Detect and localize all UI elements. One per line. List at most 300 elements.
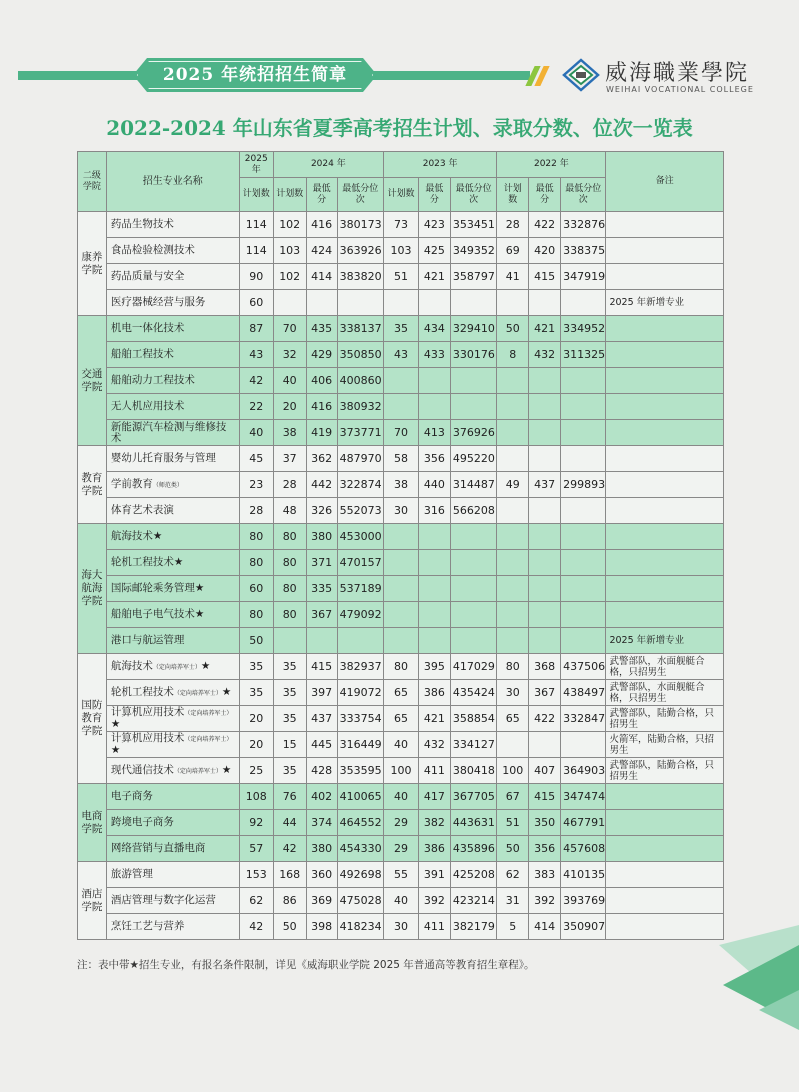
cell-r22: 393769 — [561, 888, 606, 914]
cell-s24: 374 — [306, 810, 337, 836]
cell-s23: 434 — [418, 316, 450, 342]
table-row — [78, 862, 724, 888]
cell-s22: 414 — [529, 914, 561, 940]
cell-p25: 43 — [239, 342, 273, 368]
note-cell: 武警部队，陆勤合格，只招男生 — [606, 758, 724, 784]
major-name — [106, 732, 239, 758]
cell-p25: 35 — [239, 680, 273, 706]
major-name — [106, 212, 239, 238]
cell-p23: 65 — [383, 680, 418, 706]
major-name — [106, 784, 239, 810]
table-row — [78, 576, 724, 602]
table-row — [78, 914, 724, 940]
cell-s23 — [418, 628, 450, 654]
table-row — [78, 212, 724, 238]
cell-r23: 382179 — [450, 914, 496, 940]
table-row — [78, 680, 724, 706]
college-logo-icon — [562, 58, 600, 92]
major-name — [106, 394, 239, 420]
cell-s24: 415 — [306, 654, 337, 680]
major-name — [106, 654, 239, 680]
cell-p24: 102 — [273, 212, 306, 238]
major-label: 烹饪工艺与营养 — [110, 920, 185, 932]
cell-r22: 410135 — [561, 862, 606, 888]
college-cell: 国防教育学院 — [78, 654, 107, 784]
cell-s24: 380 — [306, 836, 337, 862]
cell-s23 — [418, 524, 450, 550]
cell-p23: 40 — [383, 732, 418, 758]
major-label: 港口与航运管理 — [110, 634, 185, 646]
table-row — [78, 316, 724, 342]
note-cell — [606, 420, 724, 446]
cell-r24: 316449 — [337, 732, 383, 758]
major-label: 新能源汽车检测与维修技术 — [110, 420, 227, 444]
cell-s22: 422 — [529, 212, 561, 238]
table-row — [78, 524, 724, 550]
cell-r23: 367705 — [450, 784, 496, 810]
cell-r23: 329410 — [450, 316, 496, 342]
major-label: 网络营销与直播电商 — [110, 842, 206, 854]
major-label: 体育艺术表演 — [110, 504, 174, 516]
cell-p24: 80 — [273, 524, 306, 550]
cell-r22: 332847 — [561, 706, 606, 732]
cell-s22: 421 — [529, 316, 561, 342]
major-label: 轮机工程技术★ — [110, 556, 184, 568]
cell-p25: 60 — [239, 576, 273, 602]
cell-r23: 334127 — [450, 732, 496, 758]
restriction-star: ★ — [200, 659, 211, 672]
cell-p24: 42 — [273, 836, 306, 862]
cell-p23 — [383, 290, 418, 316]
cell-s22 — [529, 524, 561, 550]
cell-s23: 421 — [418, 706, 450, 732]
cell-s23 — [418, 550, 450, 576]
cell-r24: 479092 — [337, 602, 383, 628]
cell-r24: 470157 — [337, 550, 383, 576]
table-row — [78, 836, 724, 862]
header-plan: 计划数 — [273, 178, 306, 212]
note-cell — [606, 238, 724, 264]
cell-s24: 414 — [306, 264, 337, 290]
table-row — [78, 472, 724, 498]
cell-p24: 102 — [273, 264, 306, 290]
cell-p22: 31 — [497, 888, 529, 914]
cell-p25: 87 — [239, 316, 273, 342]
cell-s24: 445 — [306, 732, 337, 758]
cell-p24: 35 — [273, 654, 306, 680]
cell-p25: 35 — [239, 654, 273, 680]
header-row-years — [78, 152, 724, 178]
cell-r23: 566208 — [450, 498, 496, 524]
note-cell — [606, 550, 724, 576]
cell-p22: 51 — [497, 810, 529, 836]
cell-r23: 380418 — [450, 758, 496, 784]
header-plan: 计划数 — [497, 178, 529, 212]
cell-r24: 464552 — [337, 810, 383, 836]
cell-r22: 311325 — [561, 342, 606, 368]
cell-p22 — [497, 602, 529, 628]
cell-p23 — [383, 394, 418, 420]
note-cell — [606, 342, 724, 368]
cell-r24: 552073 — [337, 498, 383, 524]
table-row — [78, 264, 724, 290]
table-row — [78, 732, 724, 758]
cell-r22: 299893 — [561, 472, 606, 498]
table-row — [78, 706, 724, 732]
cell-r24: 400860 — [337, 368, 383, 394]
cell-s22: 367 — [529, 680, 561, 706]
cell-s24 — [306, 628, 337, 654]
major-label: 国际邮轮乘务管理★ — [110, 582, 205, 594]
major-name — [106, 862, 239, 888]
major-label: 计算机应用技术 — [110, 732, 185, 744]
cell-p24: 35 — [273, 706, 306, 732]
cell-p22: 30 — [497, 680, 529, 706]
table-row — [78, 654, 724, 680]
major-name — [106, 238, 239, 264]
cell-p23: 103 — [383, 238, 418, 264]
cell-r23 — [450, 394, 496, 420]
cell-p24: 32 — [273, 342, 306, 368]
cell-p23: 43 — [383, 342, 418, 368]
cell-r24: 475028 — [337, 888, 383, 914]
cell-s24 — [306, 290, 337, 316]
cell-p25: 28 — [239, 498, 273, 524]
cell-p25: 153 — [239, 862, 273, 888]
note-cell — [606, 264, 724, 290]
major-name — [106, 836, 239, 862]
logo-cn: 威海職業學院 — [605, 61, 750, 86]
cell-r22 — [561, 602, 606, 628]
cell-r23: 443631 — [450, 810, 496, 836]
cell-r22 — [561, 732, 606, 758]
cell-p23: 51 — [383, 264, 418, 290]
header-major: 招生专业名称 — [106, 152, 239, 212]
cell-r22 — [561, 446, 606, 472]
cell-r23: 358797 — [450, 264, 496, 290]
cell-s24: 362 — [306, 446, 337, 472]
college-cell: 交通学院 — [78, 316, 107, 446]
cell-p24: 28 — [273, 472, 306, 498]
cell-s23: 382 — [418, 810, 450, 836]
cell-s23: 411 — [418, 758, 450, 784]
cell-p25: 62 — [239, 888, 273, 914]
note-cell — [606, 836, 724, 862]
note-cell: 武警部队，水面舰艇合格，只招男生 — [606, 654, 724, 680]
cell-r24: 353595 — [337, 758, 383, 784]
cell-r24: 454330 — [337, 836, 383, 862]
cell-p23: 40 — [383, 784, 418, 810]
header-min: 最低分 — [529, 178, 561, 212]
cell-p23: 35 — [383, 316, 418, 342]
cell-r22 — [561, 498, 606, 524]
cell-s22 — [529, 732, 561, 758]
cell-p23: 30 — [383, 498, 418, 524]
cell-s22 — [529, 550, 561, 576]
cell-p25: 22 — [239, 394, 273, 420]
college-cell: 电商学院 — [78, 784, 107, 862]
cell-s23 — [418, 602, 450, 628]
cell-r22 — [561, 524, 606, 550]
table-row — [78, 498, 724, 524]
college-cell: 康养学院 — [78, 212, 107, 316]
cell-p24 — [273, 290, 306, 316]
cell-r22: 347474 — [561, 784, 606, 810]
cell-p24: 70 — [273, 316, 306, 342]
cell-s23: 421 — [418, 264, 450, 290]
major-label: 学前教育 — [110, 477, 153, 490]
cell-p22: 69 — [497, 238, 529, 264]
cell-r24: 453000 — [337, 524, 383, 550]
cell-s22 — [529, 628, 561, 654]
cell-r22 — [561, 368, 606, 394]
restriction-star: ★ — [221, 763, 232, 776]
cell-s24: 369 — [306, 888, 337, 914]
table-row — [78, 758, 724, 784]
cell-s24: 397 — [306, 680, 337, 706]
cell-r24: 333754 — [337, 706, 383, 732]
note-cell — [606, 862, 724, 888]
cell-r22: 338375 — [561, 238, 606, 264]
cell-s24: 360 — [306, 862, 337, 888]
major-label: 现代通信技术 — [110, 763, 174, 776]
note-cell — [606, 368, 724, 394]
cell-s23: 433 — [418, 342, 450, 368]
cell-p22: 62 — [497, 862, 529, 888]
major-label: 无人机应用技术 — [110, 400, 185, 412]
banner-title: 2025 年统招招生简章 — [162, 65, 348, 85]
major-label: 婴幼儿托育服务与管理 — [110, 452, 216, 464]
major-label: 航海技术 — [110, 659, 153, 672]
cell-p22 — [497, 446, 529, 472]
cell-r23: 423214 — [450, 888, 496, 914]
cell-s22: 422 — [529, 706, 561, 732]
cell-r23 — [450, 628, 496, 654]
table-row — [78, 420, 724, 446]
cell-s22 — [529, 446, 561, 472]
major-name — [106, 498, 239, 524]
cell-r24 — [337, 290, 383, 316]
major-name — [106, 472, 239, 498]
restriction-star: ★ — [110, 718, 121, 730]
cell-p25: 50 — [239, 628, 273, 654]
cell-p24: 168 — [273, 862, 306, 888]
major-name — [106, 706, 239, 732]
major-name — [106, 680, 239, 706]
header-2022: 2022 年 — [497, 152, 606, 178]
header-min: 最低分 — [418, 178, 450, 212]
header-rank: 最低分位次 — [450, 178, 496, 212]
major-name — [106, 576, 239, 602]
cell-p22 — [497, 732, 529, 758]
cell-r22: 467791 — [561, 810, 606, 836]
major-name — [106, 446, 239, 472]
cell-p23: 38 — [383, 472, 418, 498]
cell-p23: 40 — [383, 888, 418, 914]
header-2023: 2023 年 — [383, 152, 496, 178]
cell-s24: 380 — [306, 524, 337, 550]
cell-p24: 50 — [273, 914, 306, 940]
cell-r22: 364903 — [561, 758, 606, 784]
note-cell — [606, 472, 724, 498]
cell-p23: 29 — [383, 836, 418, 862]
cell-r24: 350850 — [337, 342, 383, 368]
cell-r24: 363926 — [337, 238, 383, 264]
cell-r23: 376926 — [450, 420, 496, 446]
cell-r23: 425208 — [450, 862, 496, 888]
cell-p24: 48 — [273, 498, 306, 524]
cell-p24: 80 — [273, 550, 306, 576]
cell-p24: 35 — [273, 680, 306, 706]
note-cell — [606, 914, 724, 940]
cell-p22 — [497, 576, 529, 602]
cell-s23: 395 — [418, 654, 450, 680]
cell-p22 — [497, 524, 529, 550]
major-label: 电子商务 — [110, 790, 153, 802]
footnote: 注：表中带★招生专业，有报名条件限制，详见《威海职业学院 2025 年普通高等教育招生章程》。 — [77, 959, 535, 971]
major-name — [106, 758, 239, 784]
note-cell — [606, 888, 724, 914]
major-label: 食品检验检测技术 — [110, 244, 195, 256]
cell-p25: 20 — [239, 706, 273, 732]
note-cell — [606, 576, 724, 602]
cell-p22 — [497, 498, 529, 524]
restriction-star: ★ — [221, 685, 232, 698]
cell-s23 — [418, 290, 450, 316]
cell-r22: 334952 — [561, 316, 606, 342]
major-name — [106, 550, 239, 576]
table-row — [78, 342, 724, 368]
cell-s24: 416 — [306, 212, 337, 238]
cell-p23: 55 — [383, 862, 418, 888]
cell-s23: 411 — [418, 914, 450, 940]
major-name — [106, 914, 239, 940]
cell-p22 — [497, 368, 529, 394]
cell-r22: 438497 — [561, 680, 606, 706]
table-row — [78, 238, 724, 264]
cell-p24: 44 — [273, 810, 306, 836]
header-rank: 最低分位次 — [337, 178, 383, 212]
major-name — [106, 316, 239, 342]
cell-p25: 114 — [239, 212, 273, 238]
cell-s22: 415 — [529, 784, 561, 810]
cell-r23: 358854 — [450, 706, 496, 732]
cell-r22 — [561, 420, 606, 446]
cell-p23 — [383, 628, 418, 654]
major-label: 药品质量与安全 — [110, 270, 185, 282]
banner-line-left — [18, 71, 138, 80]
cell-p25: 25 — [239, 758, 273, 784]
cell-r24: 383820 — [337, 264, 383, 290]
cell-s23: 386 — [418, 680, 450, 706]
major-label: 计算机应用技术 — [110, 706, 185, 718]
cell-p24: 80 — [273, 576, 306, 602]
major-name — [106, 368, 239, 394]
cell-s23: 417 — [418, 784, 450, 810]
college-cell: 海大航海学院 — [78, 524, 107, 654]
cell-p24: 20 — [273, 394, 306, 420]
cell-p23: 70 — [383, 420, 418, 446]
major-hint: （定向培养军士） — [173, 689, 222, 697]
cell-s23: 391 — [418, 862, 450, 888]
header-min: 最低分 — [306, 178, 337, 212]
major-label: 酒店管理与数字化运营 — [110, 894, 216, 906]
major-name — [106, 290, 239, 316]
cell-p25: 45 — [239, 446, 273, 472]
cell-r23 — [450, 524, 496, 550]
college-cell: 酒店学院 — [78, 862, 107, 940]
cell-s22: 407 — [529, 758, 561, 784]
cell-p22: 28 — [497, 212, 529, 238]
note-cell: 2025 年新增专业 — [606, 290, 724, 316]
cell-r23: 495220 — [450, 446, 496, 472]
cell-r24: 380173 — [337, 212, 383, 238]
cell-s22 — [529, 602, 561, 628]
cell-p25: 114 — [239, 238, 273, 264]
cell-r24: 373771 — [337, 420, 383, 446]
cell-s23: 425 — [418, 238, 450, 264]
major-label: 轮机工程技术 — [110, 685, 174, 698]
cell-p22: 8 — [497, 342, 529, 368]
major-name — [106, 524, 239, 550]
cell-p25: 90 — [239, 264, 273, 290]
cell-p24: 76 — [273, 784, 306, 810]
major-hint: （定向培养军士） — [173, 767, 222, 775]
cell-p23: 58 — [383, 446, 418, 472]
cell-p23: 80 — [383, 654, 418, 680]
cell-r22: 347919 — [561, 264, 606, 290]
major-label: 船舶工程技术 — [110, 348, 174, 360]
cell-s22: 368 — [529, 654, 561, 680]
cell-r24: 322874 — [337, 472, 383, 498]
cell-s22 — [529, 420, 561, 446]
cell-p22: 100 — [497, 758, 529, 784]
cell-p25: 23 — [239, 472, 273, 498]
cell-p22: 80 — [497, 654, 529, 680]
cell-p22: 50 — [497, 836, 529, 862]
note-cell: 火箭军，陆勤合格，只招男生 — [606, 732, 724, 758]
cell-p24: 86 — [273, 888, 306, 914]
cell-p22 — [497, 628, 529, 654]
major-label: 旅游管理 — [110, 868, 153, 880]
cell-s24: 419 — [306, 420, 337, 446]
cell-r24: 418234 — [337, 914, 383, 940]
cell-s22 — [529, 576, 561, 602]
cell-p22 — [497, 290, 529, 316]
cell-r22 — [561, 550, 606, 576]
cell-r23: 353451 — [450, 212, 496, 238]
cell-p25: 80 — [239, 602, 273, 628]
cell-s23: 413 — [418, 420, 450, 446]
cell-p22 — [497, 394, 529, 420]
cell-s22: 437 — [529, 472, 561, 498]
major-hint: （定向培养军士） — [184, 710, 233, 717]
note-cell: 武警部队，陆勤合格，只招男生 — [606, 706, 724, 732]
cell-p25: 80 — [239, 524, 273, 550]
logo-en: WEIHAI VOCATIONAL COLLEGE — [606, 85, 754, 94]
cell-s23: 432 — [418, 732, 450, 758]
cell-r23 — [450, 550, 496, 576]
cell-s22 — [529, 368, 561, 394]
cell-p23 — [383, 368, 418, 394]
cell-s22: 392 — [529, 888, 561, 914]
cell-s24: 398 — [306, 914, 337, 940]
cell-s24: 326 — [306, 498, 337, 524]
cell-s24: 406 — [306, 368, 337, 394]
cell-p25: 42 — [239, 914, 273, 940]
cell-r23: 349352 — [450, 238, 496, 264]
cell-s22 — [529, 290, 561, 316]
